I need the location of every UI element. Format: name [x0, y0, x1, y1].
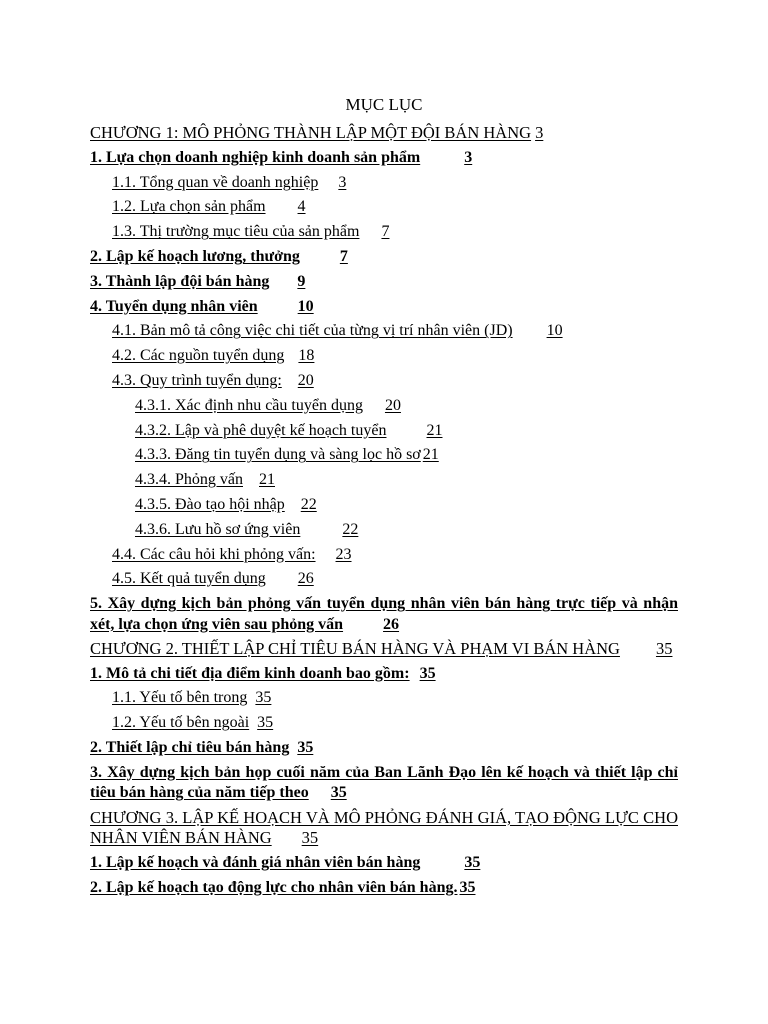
toc-entry-chapter-2[interactable]: CHƯƠNG 2. THIẾT LẬP CHỈ TIÊU BÁN HÀNG VÀ PHẠM VI BÁN HÀNG 35: [90, 639, 673, 659]
toc-entry-1-2[interactable]: 1.2. Lựa chọn sản phẩm 4: [112, 198, 306, 216]
toc-entry-4-1[interactable]: 4.1. Bản mô tả công việc chi tiết của từng vị trí nhân viên (JD) 10: [112, 322, 563, 340]
toc-entry-ch2-1-1[interactable]: 1.1. Yếu tố bên trong 35: [112, 689, 272, 707]
toc-entry-2[interactable]: 2. Lập kế hoạch lương, thưởng 7: [90, 247, 348, 265]
toc-entry-ch2-3[interactable]: 3. Xây dựng kịch bản họp cuối năm của Ban Lãnh Đạo lên kế hoạch và thiết lập chỉ tiêu bán hàng của năm tiếp theo 35: [90, 763, 678, 802]
toc-entry-4-3-2[interactable]: 4.3.2. Lập và phê duyệt kế hoạch tuyển 21: [135, 421, 443, 439]
toc-entry-ch3-1[interactable]: 1. Lập kế hoạch và đánh giá nhân viên bán hàng 35: [90, 853, 481, 871]
toc-entry-1-1[interactable]: 1.1. Tổng quan về doanh nghiệp 3: [112, 173, 347, 191]
toc-entry-4-3-6[interactable]: 4.3.6. Lưu hồ sơ ứng viên 22: [135, 520, 359, 538]
toc-entry-3[interactable]: 3. Thành lập đội bán hàng 9: [90, 272, 306, 290]
toc-entry-chapter-3[interactable]: CHƯƠNG 3. LẬP KẾ HOẠCH VÀ MÔ PHỎNG ĐÁNH GIÁ, TẠO ĐỘNG LỰC CHO NHÂN VIÊN BÁN HÀNG 35: [90, 807, 678, 848]
toc-entry-4-3[interactable]: 4.3. Quy trình tuyển dụng: 20: [112, 371, 314, 389]
toc-entry-4-2[interactable]: 4.2. Các nguồn tuyển dụng 18: [112, 347, 315, 365]
toc-entry-4-3-3[interactable]: 4.3.3. Đăng tin tuyển dụng và sàng lọc hồ sơ 21: [135, 446, 439, 464]
toc-entry-4[interactable]: 4. Tuyển dụng nhân viên 10: [90, 297, 314, 315]
toc-entry-ch2-1[interactable]: 1. Mô tả chi tiết địa điểm kinh doanh bao gồm: 35: [90, 664, 436, 682]
toc-entry-ch3-2[interactable]: 2. Lập kế hoạch tạo động lực cho nhân viên bán hàng. 35: [90, 878, 476, 896]
toc-entry-1-3[interactable]: 1.3. Thị trường mục tiêu của sản phẩm 7: [112, 223, 390, 241]
toc-entry-4-3-5[interactable]: 4.3.5. Đào tạo hội nhập 22: [135, 495, 317, 513]
toc-entry-4-3-1[interactable]: 4.3.1. Xác định nhu cầu tuyển dụng 20: [135, 396, 401, 414]
toc-entry-chapter-1[interactable]: CHƯƠNG 1: MÔ PHỎNG THÀNH LẬP MỘT ĐỘI BÁN HÀNG 3: [90, 123, 544, 142]
toc-entry-ch2-2[interactable]: 2. Thiết lập chỉ tiêu bán hàng 35: [90, 739, 314, 757]
toc-title: MỤC LỤC: [345, 95, 423, 114]
toc-entry-4-4[interactable]: 4.4. Các câu hỏi khi phỏng vấn: 23: [112, 545, 352, 563]
toc-entry-ch2-1-2[interactable]: 1.2. Yếu tố bên ngoài 35: [112, 714, 274, 732]
toc-entry-1[interactable]: 1. Lựa chọn doanh nghiệp kinh doanh sản phẩm 3: [90, 148, 473, 166]
toc-entry-5[interactable]: 5. Xây dựng kịch bản phỏng vấn tuyển dụng nhân viên bán hàng trực tiếp và nhận xét, lựa chọn ứng viên sau phỏng vấn 26: [90, 595, 678, 633]
toc-entry-4-3-4[interactable]: 4.3.4. Phỏng vấn 21: [135, 471, 275, 489]
table-of-contents: [90, 121, 678, 900]
toc-entry-4-5[interactable]: 4.5. Kết quả tuyển dụng 26: [112, 570, 314, 588]
